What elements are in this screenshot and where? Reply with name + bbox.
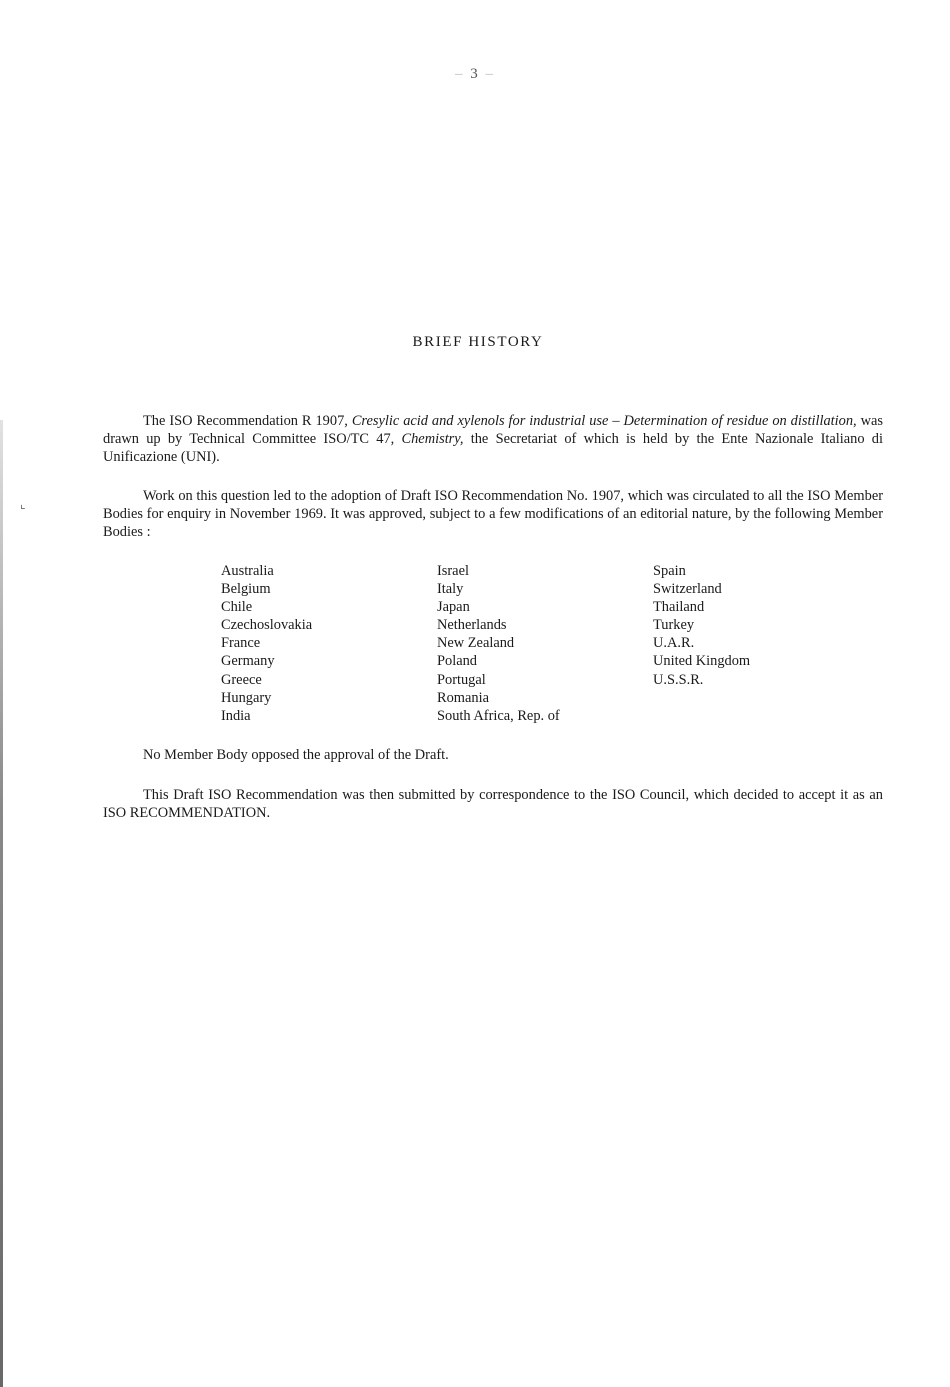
p1-text-b: was drawn up by Technical Committee ISO/TC 47, bbox=[103, 413, 883, 447]
recommendation-title: Cresylic acid and xylenols for industrial use – Determination of residue on distillation, bbox=[351, 413, 857, 429]
member-body-item: Italy bbox=[437, 581, 464, 598]
page-scan-edge bbox=[0, 420, 3, 1387]
margin-mark: ⌞ bbox=[20, 497, 26, 511]
member-body-item: Belgium bbox=[221, 581, 271, 598]
history-paragraph-4: This Draft ISO Recommendation was then submitted by correspondence to the ISO Council, which decided to accept it as an ISO RECOMMENDATION. bbox=[103, 787, 883, 821]
member-body-item: Germany bbox=[221, 653, 275, 670]
member-bodies-column-1 bbox=[221, 562, 312, 725]
member-body-item: France bbox=[221, 635, 261, 652]
member-body-item: U.A.R. bbox=[653, 635, 695, 652]
member-body-item: Australia bbox=[221, 563, 274, 579]
member-body-item: Chile bbox=[221, 599, 253, 616]
history-paragraph-3: No Member Body opposed the approval of the Draft. bbox=[143, 747, 449, 763]
member-bodies-column-2 bbox=[437, 562, 560, 725]
member-body-item: Spain bbox=[653, 563, 686, 579]
member-body-item: Hungary bbox=[221, 689, 272, 706]
history-paragraph-2: Work on this question led to the adoption of Draft ISO Recommendation No. 1907, which was circulated to all the ISO Member Bodies for enquiry in November 1969. It was approved, subject to a few modifications of an editorial nature, by the following Member Bodies : bbox=[103, 488, 883, 540]
member-body-item: Turkey bbox=[653, 617, 695, 634]
page-number-value: 3 bbox=[470, 66, 480, 82]
member-body-item: Romania bbox=[437, 689, 489, 706]
page-number-dash-left: – bbox=[455, 66, 465, 82]
member-body-item: Greece bbox=[221, 671, 262, 688]
member-body-item: Switzerland bbox=[653, 581, 722, 598]
history-paragraph-1 bbox=[103, 412, 883, 466]
member-body-item: Poland bbox=[437, 653, 477, 670]
member-body-item: Czechoslovakia bbox=[221, 617, 313, 634]
p1-text-a: The ISO Recommendation R 1907, bbox=[143, 413, 352, 429]
member-body-item: Portugal bbox=[437, 671, 486, 688]
member-body-item: Japan bbox=[437, 599, 470, 616]
member-body-item: South Africa, Rep. of bbox=[437, 707, 560, 724]
member-body-item: New Zealand bbox=[437, 635, 515, 652]
page-heading: BRIEF HISTORY bbox=[412, 334, 544, 350]
p1-text-c: the Secretariat of which is held by the Ente Nazionale Italiano di Unificazione (UNI). bbox=[103, 431, 883, 465]
member-body-item: Israel bbox=[437, 563, 469, 579]
member-bodies-column-3 bbox=[653, 562, 750, 689]
member-body-item: United Kingdom bbox=[653, 653, 751, 670]
committee-name: Chemistry, bbox=[401, 431, 464, 447]
page-number-dash-right: – bbox=[485, 66, 495, 82]
member-body-item: India bbox=[221, 707, 251, 724]
member-body-item: U.S.S.R. bbox=[653, 671, 704, 688]
member-body-item: Thailand bbox=[653, 599, 705, 616]
member-body-item: Netherlands bbox=[437, 617, 507, 634]
page-number bbox=[0, 66, 950, 83]
